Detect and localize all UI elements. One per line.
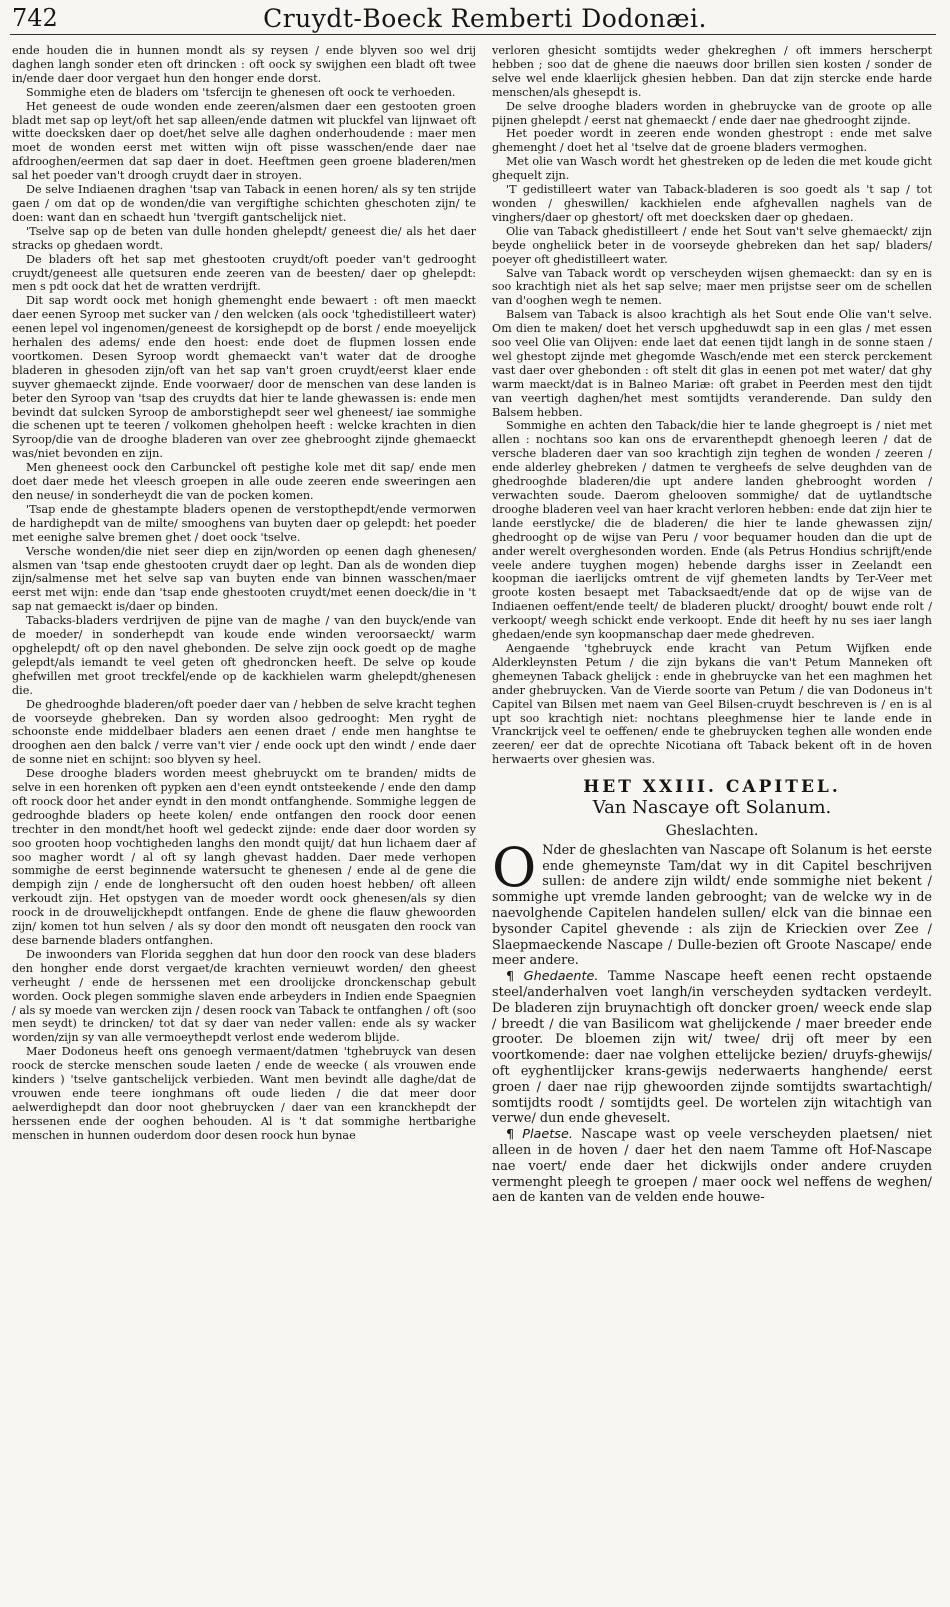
paragraph-ghedaente	[492, 969, 932, 1127]
paragraph: Salve van Taback wordt op verscheyden wijsen ghemaeckt: dan sy en is soo krachtigh niet als het sap selve; maer men prijstse seer om de schellen van d'ooghen wegh te nemen.	[492, 266, 932, 308]
chapter-title: HET XXIII. CAPITEL.	[583, 777, 841, 798]
paragraph: 'Tselve sap op de beten van dulle honden ghelepdt/ geneest die/ als het daer stracks op ghedaen wordt.	[12, 224, 476, 252]
paragraph: Het geneest de oude wonden ende zeeren/alsmen daer een gestooten groen bladt met sap op leyt/oft het sap alleen/ende datmen wit pluckfel van lijnwaet oft witte doecksken daer op doet/het selve alle daghen onderhoudende : maer men moet de wonden eerst met witten wijn oft pisse wasschen/ende daer nae afdrooghen/eermen dat sap daer in doet. Heeftmen geen groene bladeren/men sal het poeder van't droogh cruydt daer in stroyen.	[12, 99, 476, 183]
paragraph: Versche wonden/die niet seer diep en zijn/worden op eenen dagh ghenesen/ alsmen van 'tsap ende ghestooten cruydt daer op leght. Dan als de wonden diep zijn/salmense met het selve sap van buyten ende van binnen wasschen/maer eerst met wijn: ende dan 'tsap ende ghestooten cruydt/met eenen doeck/die in 't sap nat gemaeckt is/daer op binden.	[12, 544, 476, 614]
paragraph: De selve Indiaenen draghen 'tsap van Taback in eenen horen/ als sy ten strijde gaen / om dat op de wonden/die van vergiftighe schichten gheschoten zijn/ te doen: want dan en schaedt hun 'tvergift gantschelijck niet.	[12, 183, 476, 224]
chapter-heading	[492, 777, 932, 839]
right-column	[492, 44, 932, 1206]
paragraph: 'T gedistilleert water van Taback-bladeren is soo goedt als 't sap / tot wonden / gheswillen/ kackhielen ende afghevallen naghels van de vinghers/daer op ghestort/ oft met doecksken daer op ghedaen.	[492, 183, 932, 224]
paragraph-text: Nascape wast op veele verscheyden plaetsen/ niet alleen in de hoven / daer het den naem Tamme oft Hof-Nascape nae voert/ ende daer het dickwijls onder andere cruyden vermenght pleegh te groepen / maer oock wel neffens de weghen/ aen de kanten van de velden ende houwe-	[492, 1127, 932, 1206]
left-column	[12, 44, 476, 1143]
paragraph: Dit sap wordt oock met honigh ghemenght ende bewaert : oft men maeckt daer eenen Syroop met sucker van / den welcken (als oock 'tghedistilleert water) eenen lepel vol ingenomen/geneest de korsighepdt op de borst / ende moeyelijck herhalen des adems/ ende den hoest: ende doet de flupmen lossen ende voortkomen. Desen Syroop wordt ghemaeckt van't water dat de drooghe bladeren in ghesoden zijn/oft van het sap van't groen cruydt/eerst klaer ende suyver ghemaeckt zijnde. Ende voorwaer/ door de menschen van dese landen is beter den Syroop van 'tsap des cruydts dat hier te lande ghewassen is: ende men bevindt dat sulcken Syroop de amborstighepdt seer wel gheneest/ iae sommighe die schenen upt te teeren / volkomen gheholpen heeft : welcke krachten in dien Syroop/die van de drooghe bladeren van over zee ghebrooght zijnde ghemaeckt was/niet bevonden en zijn.	[12, 294, 476, 461]
chapter-subtitle: Van Nascaye oft Solanum.	[592, 797, 832, 819]
paragraph: Sommighe eten de bladers om 'tsfercijn te ghenesen oft oock te verhoeden.	[26, 85, 456, 99]
paragraph: Sommighe en achten den Taback/die hier te lande ghegroept is / niet met allen : nochtans soo kan ons de ervarenthepdt ghenoegh leeren / dat de versche bladeren daer van soo krachtigh zijn teghen de wonden / zeeren / ende alderley ghebreken / datmen te vergheefs de selve deughden van de ghedrooghde bladeren/die upt andere landen ghebrooght worden / verwachten soude. Daerom ghelooven sommighe/ dat de uytlandtsche drooghe bladeren veel van haer kracht verloren hebben: ende dat zijn hier te lande eerstlycke/ die de bladeren/ die hier te lande ghewassen zijn/ ghedrooght op de wijse van Peru / voor bequamer houden dan die upt de ander werelt overghesonden worden. Ende (als Petrus Hondius schrijft/ende veele andere tuyghen mogen) hebende darghs isser in Zeelandt een koopman die iaerlijcks omtrent de vijf ghemeten landts by Ter-Veer met groote kosten besaept met Tabacksaedt/ende dat op de wijse van de Indiaenen oeffent/ende teelt/ de bladeren pluckt/ drooght/ bouwt ende rolt / verkoopt/ weegh schickt ende verkoopt. Ende dit heeft hy nu ses iaer langh ghedaen/ende syn koopmanschap daer mede ghedreven.	[492, 419, 932, 642]
rubric-label: Ghedaente.	[523, 969, 599, 985]
page-header	[0, 0, 950, 40]
paragraph: ende houden die in hunnen mondt als sy reysen / ende blyven soo wel drij daghen langh sonder eten oft drincken : oft oock sy swijghen een bladt oft twee in/ende daer door vergaet hun den honger ende dorst.	[12, 44, 476, 85]
paragraph: Tabacks-bladers verdrijven de pijne van de maghe / van den buyck/ende van de moeder/ in sonderhepdt van koude ende winden veroorsaeckt/ warm opghelepdt/ oft op den navel ghebonden. De selve zijn oock goedt op de maghe gelepdt/als iemandt te veel geten oft ghedroncken heeft. De selve op koude ghefwillen met groot treckfel/ende op de kackhielen warm ghelepdt/ghenesen die.	[12, 614, 476, 697]
rubric-label: Plaetse.	[522, 1127, 573, 1143]
paragraph: Maer Dodoneus heeft ons genoegh vermaent/datmen 'tghebruyck van desen roock de stercke menschen soude laeten / ende de weecke ( als vrouwen ende kinders ) 'tselve gantschelijck verbieden. Want men bevindt alle daghe/dat de vrouwen ende teere ionghmans oft oude lieden / die dat meer door aelwerdighepdt dan door noot ghebruycken / daer van een kranckhepdt der herssenen ende der ooghen behouden. Al is 't dat sommighe hertbarighe menschen in hunnen ouderdom door desen roock hun bynae	[12, 1045, 476, 1142]
paragraph: Het poeder wordt in zeeren ende wonden ghestropt : ende met salve ghemenght / doet het al 'tselve dat de groene bladers vermoghen.	[492, 127, 932, 155]
paragraph: Met olie van Wasch wordt het ghestreken op de leden die met koude gicht ghequelt zijn.	[492, 155, 932, 183]
drop-cap: O	[492, 835, 537, 899]
running-title: Cruydt-Boeck Remberti Dodonæi.	[263, 4, 707, 33]
paragraph: Dese drooghe bladers worden meest ghebruyckt om te branden/ midts de selve in een horenken oft pypken aen d'een eyndt ontsteekende / ende den damp oft roock door het ander eyndt in den mondt ontfanghende. Sommighe leggen de gedrooghde bladers op heete kolen/ ende ontfangen den roock door eenen trechter in den mondt/het hooft wel gedeckt zijnde: ende daer door worden sy soo grooten hoop vochtigheden langhs den mondt quijt/ dat hun lichaem daer af soo magher wordt / al oft sy langh ghevast hadden. Daer mede verhopen sommighe de eerst beginnende watersucht te ghenesen / ende al de gene die dempigh zijn / ende de longhersucht oft den ouden hoest hebben/ oft alleen verkoudt zijn. Het opstygen van de moeder wordt oock ghenesen/als sy dien roock in de drouwelijckhepdt ontfangen. Ende de ghene die flauw ghewoorden zijn/ komen tot hun selven / als sy door den mondt oft neusgaten den roock van dese barnende bladers ontfanghen.	[12, 767, 476, 947]
header-rule	[10, 34, 936, 35]
paragraph: De inwoonders van Florida segghen dat hun door den roock van dese bladers den hongher ende dorst vergaet/de krachten vernieuwt worden/ den gheest verheught / ende de herssenen met een droolijcke dronckenschap gebult worden. Oock plegen sommighe slaven ende arbeyders in Indien ende Spaegnien / als sy moede van wercken zijn / desen roock van Taback te ontfanghen / oft (soo men seydt) te drincken/ tot dat sy daer van neder vallen: ende als sy wacker worden/zijn sy van alle vermoeythepdt verlost ende wederom blijde.	[12, 947, 476, 1045]
pilcrow-icon: ¶	[506, 1127, 515, 1143]
paragraph-text: Tamme Nascape heeft eenen recht opstaende steel/anderhalven voet langh/in verscheyden sydtacken verdeylt. De bladeren zijn bruynachtigh oft doncker groen/ weeck ende slap / breedt / die van Basilicom wat ghelijckende / maer breeder ende grooter. De bloemen zijn wit/ twee/ drij oft meer by een voortkomende: daer nae volghen ettelijcke bezien/ druyfs-ghewijs/ oft eyghentlijcker krans-gewijs nederwaerts hanghende/ eerst groen / daer nae rijp ghewoorden zijnde somtijdts swartachtigh/ somtijdts roodt / somtijdts geel. De wortelen zijn witachtigh van verwe/ dun ende gheveselt.	[492, 969, 932, 1127]
paragraph: Men gheneest oock den Carbunckel oft pestighe kole met dit sap/ ende men doet daer mede het vleesch groepen in alle oude zeeren ende sweeringen aen den neuse/ in sonderheydt die van de pocken komen.	[12, 461, 476, 502]
pilcrow-icon: ¶	[506, 969, 515, 985]
paragraph-plaetse	[492, 1127, 932, 1206]
paragraph: 'Tsap ende de ghestampte bladers openen de verstopthepdt/ende vermorwen de hardighepdt van de milte/ smooghens van buyten daer op gelepdt: het poeder met eenighe salve bremen ghet / doet oock 'tselve.	[12, 502, 476, 544]
paragraph: De selve drooghe bladers worden in ghebruycke van de groote op alle pijnen ghelepdt / eerst nat ghemaeckt / ende daer nae ghedrooght zijnde.	[492, 99, 932, 127]
paragraph: Balsem van Taback is alsoo krachtigh als het Sout ende Olie van't selve. Om dien te maken/ doet het versch upgheduwdt sap in een glas / met essen soo veel Olie van Olijven: ende laet dat eenen tijdt langh in de sonne staen / wel ghestopt zijnde met ghegomde Wasch/ende met een sterck perckement vast daer over ghebonden : oft stelt dit glas in eenen pot met water/ dat ghy warm maeckt/dat is in Balneo Mariæ: oft grabet in Peerden mest den tijdt van veertigh daghen/het mest somtijdts veranderende. Dan suldy den Balsem hebben.	[492, 308, 932, 419]
paragraph: Olie van Taback ghedistilleert / ende het Sout van't selve ghemaeckt/ zijn beyde ongheliick beter in de voorseyde ghebreken dan het sap/ bladers/ poeyer oft ghedistilleert water.	[492, 224, 932, 266]
paragraph: verloren ghesicht somtijdts weder ghekreghen / oft immers herscherpt hebben ; soo dat de ghene die naeuws door brillen sien kosten / sonder de selve wel ende klaerlijck ghesien hebben. Dan dat zijn stercke ende harde menschen/als ghesepdt is.	[492, 44, 932, 99]
opening-paragraph	[492, 835, 933, 969]
paragraph: Aengaende 'tghebruyck ende kracht van Petum Wijfken ende Alderkleynsten Petum / die zijn bykans die van't Petum Manneken oft ghemeynen Taback ghelijck : ende in ghebruycke van het een maghmen het ander ghebruycken. Van de Vierde soorte van Petum / die van Dodoneus in't Capitel van Bilsen met naem van Geel Bilsen-cruydt beschreven is / en is al upt soo krachtigh niet: nochtans pleeghmense hier te lande ende in Vranckrijck veel te oeffenen/ ende te ghebruycken teghen alle wonden ende zeeren/ eer dat de oprechte Nicotiana oft Taback bekent oft in de hoven herwaerts over ghesien was.	[492, 641, 932, 767]
opening-text: Nder de gheslachten van Nascape oft Solanum is het eerste ende ghemeynste Tam/dat wy in dit Capitel beschrijven sullen: de andere zijn wildt/ ende sommighe niet bekent / sommighe upt vremde landen gebrooght; van de welcke wy in de naevolghende Capitelen handelen sullen/ elck van die binnae een bysonder Capitel ghevende : als zijn de Krieckien over Zee / Slaepmaeckende Nascape / Dulle-bezien oft Groote Nascape/ ende meer andere.	[492, 842, 933, 969]
page-number: 742	[12, 4, 58, 32]
section-heading: Gheslachten.	[665, 822, 759, 839]
paragraph: De bladers oft het sap met ghestooten cruydt/oft poeder van't gedrooght cruydt/geneest alle quetsuren ende zeeren van de beesten/ daer op ghelepdt: men s pdt oock dat het de wratten verdrijft.	[12, 252, 476, 294]
paragraph: De ghedrooghde bladeren/oft poeder daer van / hebben de selve kracht teghen de voorseyde ghebreken. Dan sy worden alsoo gedrooght: Men ryght de schoonste ende middelbaer bladers aen eenen draet / ende men hanghtse te drooghen aen den balck / verre van't vier / ende oock upt den windt / ende daer de sonne niet en schijnt: soo blyven sy heel.	[12, 697, 476, 767]
